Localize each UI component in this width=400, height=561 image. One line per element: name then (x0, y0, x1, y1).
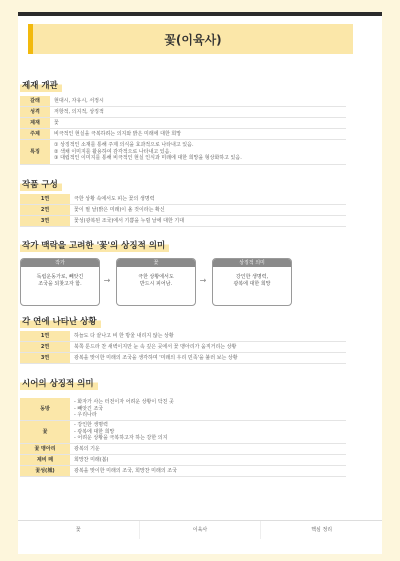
row-key: 동방 (20, 398, 70, 421)
situations-table (20, 331, 346, 364)
section-heading-text: 제재 개관 (20, 78, 62, 92)
diagram-box-body (21, 267, 99, 288)
section-heading-text: 작품 구성 (20, 177, 62, 191)
features-list (50, 140, 346, 165)
feature-item: ① 상징적인 소재를 통해 주제 의식을 효과적으로 나타내고 있음. (54, 142, 194, 149)
table-row (20, 331, 346, 342)
row-value: 현대시, 자유시, 서정시 (50, 96, 346, 107)
value-line: - 빼앗긴 조국 (74, 405, 104, 412)
diagram-box-body (213, 267, 291, 288)
row-key: 1연 (20, 331, 70, 342)
value-line: - 광복에 대한 희망 (74, 428, 115, 435)
footer-summary-label: 핵심 정리 (311, 527, 333, 533)
row-value (70, 421, 346, 444)
footer-title: 꽃 (18, 521, 140, 539)
overview-table (20, 96, 346, 165)
footer-author: 이육사 (140, 521, 262, 539)
diagram-line: 조국을 되찾고자 함. (38, 281, 82, 287)
diagram-line: 광복에 대한 희망 (233, 281, 271, 287)
row-key: 꽃 (20, 421, 70, 444)
diagram-box-head: 상징적 의미 (213, 259, 291, 267)
value-line: - 어려운 상황을 극복하고자 하는 강한 의지 (74, 435, 168, 442)
diagram-line: 독립운동가로, 빼앗긴 (36, 274, 84, 280)
row-value: 꽃성(광복된 조국)에서 기쁨을 누릴 날에 대한 기대 (70, 216, 346, 227)
row-value: 비극적인 현실을 극복하려는 의지와 밝은 미래에 대한 희망 (50, 129, 346, 140)
table-row (20, 96, 346, 107)
row-key: 갈래 (20, 96, 50, 107)
diagram-line: 강인한 생명력, (235, 274, 269, 280)
row-value (70, 398, 346, 421)
section-heading-symbolism (20, 238, 169, 252)
row-value: 광복을 맞이한 미래의 조국, 희망찬 미래의 조국 (70, 466, 346, 477)
row-key: 꽃성(城) (20, 466, 70, 477)
diagram-box-body (117, 267, 195, 288)
section-heading-poetic-words (20, 376, 98, 390)
section-heading-structure (20, 177, 62, 191)
title-bar (28, 24, 353, 54)
row-value: 극한 상황 속에서도 피는 꽃의 생명력 (70, 194, 346, 205)
row-key: 꽃 맹아리 (20, 444, 70, 455)
footer (18, 520, 382, 539)
table-row (20, 140, 346, 165)
section-heading-text: 각 연에 나타난 상황 (20, 314, 101, 328)
row-key: 3연 (20, 216, 70, 227)
value-line: - 강인한 생명력 (74, 422, 108, 429)
row-key: 특징 (20, 140, 50, 165)
row-key: 제비 떼 (20, 455, 70, 466)
row-value: 북쪽 툰드라 찬 새벽이지만 눈 속 깊은 곳에서 꽃 맹아리가 움직거리는 상황 (70, 342, 346, 353)
table-row (20, 194, 346, 205)
row-key: 2연 (20, 342, 70, 353)
table-row (20, 107, 346, 118)
diagram-line: 반드시 피어남. (139, 281, 173, 287)
table-row (20, 342, 346, 353)
section-heading-text: 시어의 상징적 의미 (20, 376, 98, 390)
table-row (20, 205, 346, 216)
table-row (20, 444, 346, 455)
section-heading-situations (20, 314, 101, 328)
row-value: 저항적, 의지적, 상징적 (50, 107, 346, 118)
row-key: 성격 (20, 107, 50, 118)
row-key: 1연 (20, 194, 70, 205)
value-line: - 우리나라 (74, 412, 97, 419)
value-line: - 화자가 사는 터전이자 어려운 상황이 닥친 곳 (74, 399, 174, 406)
table-row (20, 398, 346, 421)
page-title: 꽃(이육사) (164, 32, 222, 47)
table-row (20, 129, 346, 140)
table-row (20, 421, 346, 444)
diagram-box-flower (116, 258, 196, 306)
arrow-right-icon: → (103, 276, 111, 285)
row-value: 광복을 맞이한 미래의 조국을 생각하며 '미래의 우리 민족'을 불러 보는 상황 (70, 353, 346, 364)
feature-item: ② 색채 이미지를 활용하여 감각적으로 나타내고 있음. (54, 148, 172, 155)
section-heading-text: 작가 맥락을 고려한 '꽃'의 상징적 의미 (20, 238, 169, 252)
feature-item: ③ 대립적인 이미지를 통해 비극적인 현실 인식과 미래에 대한 희망을 형상화하고 있음. (54, 155, 242, 162)
diagram-box-head: 꽃 (117, 259, 195, 267)
row-value: 하늘도 다 끝나고 비 한 방울 내리지 않는 상황 (70, 331, 346, 342)
row-key: 2연 (20, 205, 70, 216)
section-heading-overview (20, 78, 62, 92)
table-row (20, 353, 346, 364)
table-row (20, 216, 346, 227)
row-value: 광복의 기운 (70, 444, 346, 455)
poetic-words-table (20, 398, 346, 477)
diagram-box-author (20, 258, 100, 306)
diagram-box-meaning (212, 258, 292, 306)
symbolism-diagram (20, 258, 346, 306)
row-value: 꽃 (50, 118, 346, 129)
row-value: 꽃이 필 날(밝은 미래)이 올 것이라는 확신 (70, 205, 346, 216)
row-key: 3연 (20, 353, 70, 364)
diagram-box-head: 작가 (21, 259, 99, 267)
diagram-line: 극한 상황에서도 (138, 274, 174, 280)
table-row (20, 455, 346, 466)
structure-table (20, 194, 346, 227)
row-value: 희망찬 미래(봄) (70, 455, 346, 466)
row-key: 주제 (20, 129, 50, 140)
table-row (20, 118, 346, 129)
row-key: 제재 (20, 118, 50, 129)
arrow-right-icon: → (199, 276, 207, 285)
table-row (20, 466, 346, 477)
